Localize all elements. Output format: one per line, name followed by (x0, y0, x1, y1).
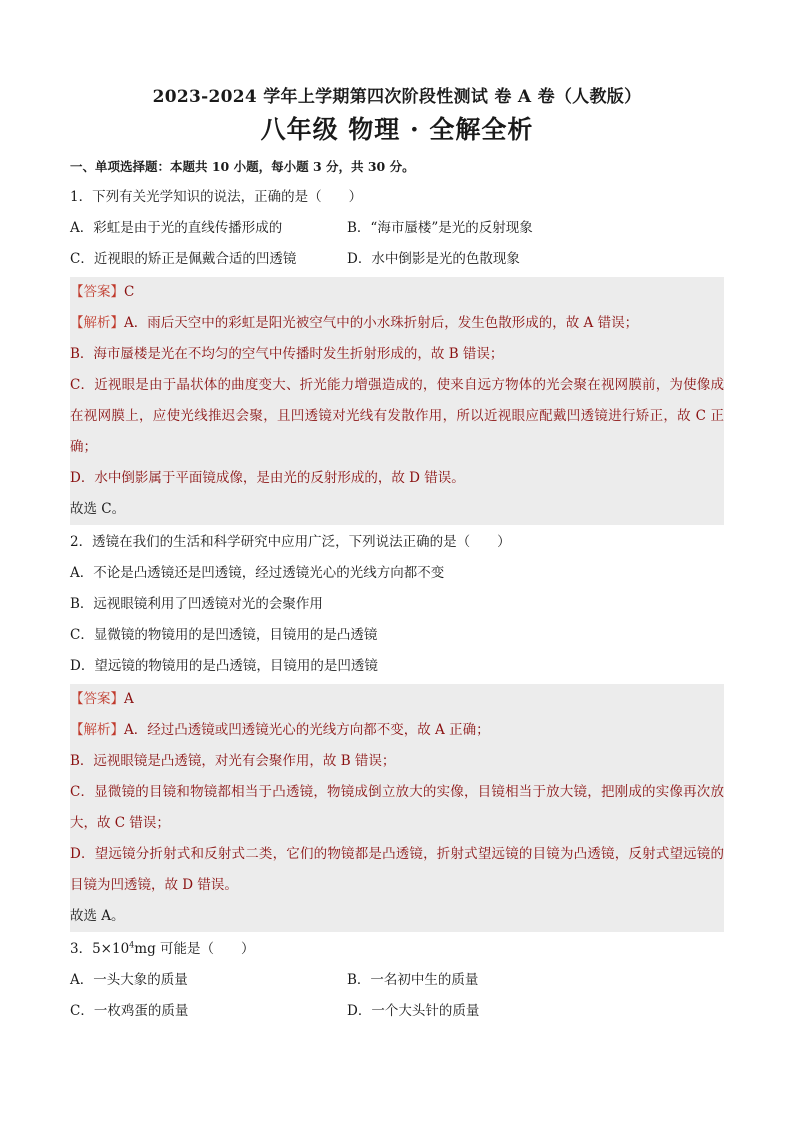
question-3-stem-suffix: mg 可能是（ ） (134, 941, 255, 957)
question-2-analysis-b: B．远视眼镜是凸透镜，对光有会聚作用，故 B 错误； (70, 753, 396, 769)
question-3-option-a: A．一头大象的质量 (70, 972, 188, 988)
question-2-analysis-c: C．显微镜的目镜和物镜都相当于凸透镜，物镜成倒立放大的实像，目镜相当于放大镜，把刚成的实像再次放大，故 C 错误； (70, 784, 724, 831)
question-1-option-b: B．“海市蜃楼”是光的反射现象 (347, 220, 533, 236)
question-1-answer (70, 277, 724, 308)
question-2-conclusion: 故选 A。 (70, 908, 125, 924)
analysis-tag: 【解析】 (70, 315, 124, 331)
question-3-option-c: C．一枚鸡蛋的质量 (70, 1003, 189, 1019)
question-2-option-a: A．不论是凸透镜还是凹透镜，经过透镜光心的光线方向都不变 (70, 565, 445, 581)
question-1-conclusion: 故选 C。 (70, 501, 126, 517)
question-3-options-row-2 (70, 996, 724, 1027)
analysis-line: A．雨后天空中的彩虹是阳光被空气中的小水珠折射后，发生色散形成的，故 A 错误； (124, 315, 639, 331)
question-2-analysis-a (70, 715, 724, 746)
answer-tag: 【答案】 (70, 284, 124, 300)
question-1-analysis-d: D．水中倒影属于平面镜成像，是由光的反射形成的，故 D 错误。 (70, 470, 465, 486)
question-1-option-c: C．近视眼的矫正是佩戴合适的凹透镜 (70, 251, 297, 267)
analysis-line: A．经过凸透镜或凹透镜光心的光线方向都不变，故 A 正确； (124, 722, 490, 738)
question-3-stem-prefix: 3．5×10 (70, 941, 130, 957)
question-2-stem: 2．透镜在我们的生活和科学研究中应用广泛，下列说法正确的是（ ） (70, 534, 511, 550)
document-page (70, 84, 724, 1027)
question-1-answer-block (70, 277, 724, 525)
answer-tag: 【答案】 (70, 691, 124, 707)
exam-title: 2023-2024 学年上学期第四次阶段性测试 卷 A 卷（人教版） (152, 87, 642, 107)
question-1-analysis-a (70, 308, 724, 339)
question-1-options-row-2 (70, 244, 724, 275)
question-1-analysis-c: C．近视眼是由于晶状体的曲度变大、折光能力增强造成的，使来自远方物体的光会聚在视网膜前，为使像成在视网膜上，应使光线推迟会聚，且凹透镜对光线有发散作用，所以近视眼应配戴凹透镜进行矫正，故 C 正确； (70, 377, 724, 455)
question-1-options-row-1 (70, 213, 724, 244)
question-2-answer (70, 684, 724, 715)
question-2 (70, 527, 724, 932)
question-2-analysis-d: D．望远镜分折射式和反射式二类，它们的物镜都是凸透镜，折射式望远镜的目镜为凸透镜，反射式望远镜的目镜为凹透镜，故 D 错误。 (70, 846, 724, 893)
question-1-stem: 1．下列有关光学知识的说法，正确的是（ ） (70, 189, 363, 205)
question-3-option-b: B．一名初中生的质量 (347, 972, 479, 988)
answer-value: A (124, 691, 134, 707)
answer-value: C (124, 284, 135, 300)
question-1-option-d: D．水中倒影是光的色散现象 (347, 251, 520, 267)
question-2-answer-block (70, 684, 724, 932)
question-3-exponent: 4 (129, 940, 135, 950)
exam-subtitle: 八年级 物理 · 全解全析 (260, 115, 534, 144)
question-2-option-b: B．远视眼镜利用了凹透镜对光的会聚作用 (70, 596, 323, 612)
question-1-analysis-b: B．海市蜃楼是光在不均匀的空气中传播时发生折射形成的，故 B 错误； (70, 346, 504, 362)
question-3-options-row-1 (70, 965, 724, 996)
question-3-option-d: D．一个大头针的质量 (347, 1003, 480, 1019)
question-2-option-c: C．显微镜的物镜用的是凹透镜，目镜用的是凸透镜 (70, 627, 378, 643)
analysis-tag: 【解析】 (70, 722, 124, 738)
question-2-option-d: D．望远镜的物镜用的是凸透镜，目镜用的是凹透镜 (70, 658, 378, 674)
question-3-stem (70, 934, 724, 965)
question-1-option-a: A．彩虹是由于光的直线传播形成的 (70, 220, 283, 236)
question-3 (70, 934, 724, 1027)
question-1 (70, 182, 724, 525)
section-heading: 一、单项选择题：本题共 10 小题，每小题 3 分，共 30 分。 (70, 159, 415, 174)
